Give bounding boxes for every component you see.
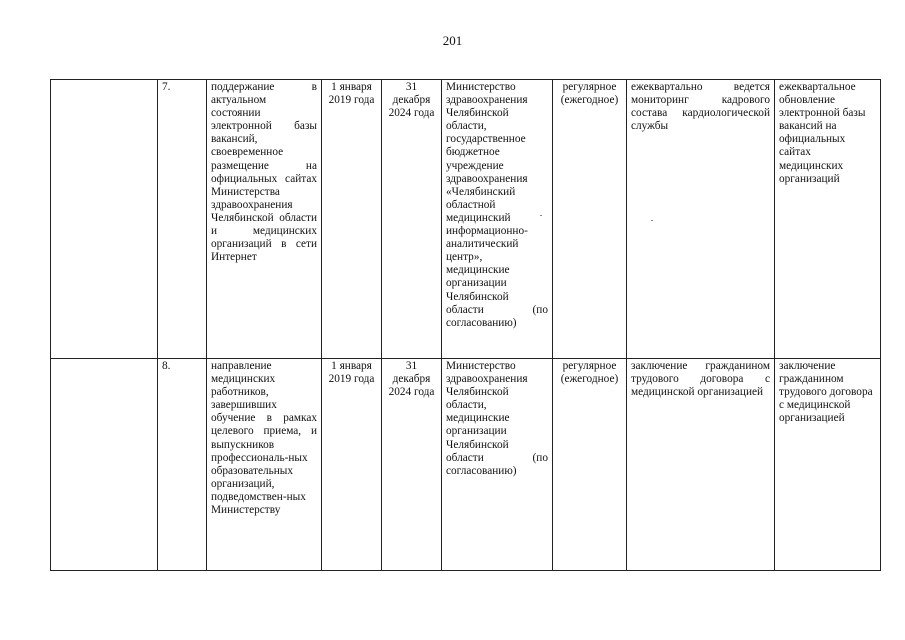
end-date: 31 декабря 2024 года [382, 80, 442, 359]
measure-description: направление медицинских работников, завершивших обучение в рамках целевого приема, и выпускников профессиональ-ных образовательных организаций, подведомствен-ных Министерству [207, 359, 322, 571]
scan-speck [540, 215, 542, 216]
measure-type: регулярное (ежегодное) [553, 359, 627, 571]
table-cell-blank [51, 80, 158, 359]
end-date: 31 декабря 2024 года [382, 359, 442, 571]
control-indicator: ежеквартальное обновление электронной базы вакансий на официальных сайтах медицинских организаций [775, 80, 881, 359]
expected-result: ежеквартально ведется мониторинг кадрового состава кардиологической службы [627, 80, 775, 359]
table-cell-blank [51, 359, 158, 571]
expected-result: заключение гражданином трудового договора с медицинской организацией [627, 359, 775, 571]
measure-description: поддержание в актуальном состоянии электронной базы вакансий, своевременное размещение на официальных сайтах Министерства здравоохранения Челябинской области и медицинских организаций в сети Интернет [207, 80, 322, 359]
row-number: 8. [158, 359, 207, 571]
measures-table [50, 79, 881, 571]
table-row [51, 80, 881, 359]
start-date: 1 января 2019 года [322, 359, 382, 571]
row-number: 7. [158, 80, 207, 359]
start-date: 1 января 2019 года [322, 80, 382, 359]
measure-type: регулярное (ежегодное) [553, 80, 627, 359]
control-indicator: заключение гражданином трудового договора с медицинской организацией [775, 359, 881, 571]
responsible-executor: Министерство здравоохранения Челябинской области, медицинские организации Челябинской области (по согласованию) [442, 359, 553, 571]
table-row [51, 359, 881, 571]
responsible-executor: Министерство здравоохранения Челябинской области, государственное бюджетное учреждение здравоохранения «Челябинский областной медицинский информационно-аналитический центр», медицинские организации Челябинской области (по согласованию) [442, 80, 553, 359]
scan-speck [651, 220, 653, 221]
page-number: 201 [442, 33, 463, 48]
